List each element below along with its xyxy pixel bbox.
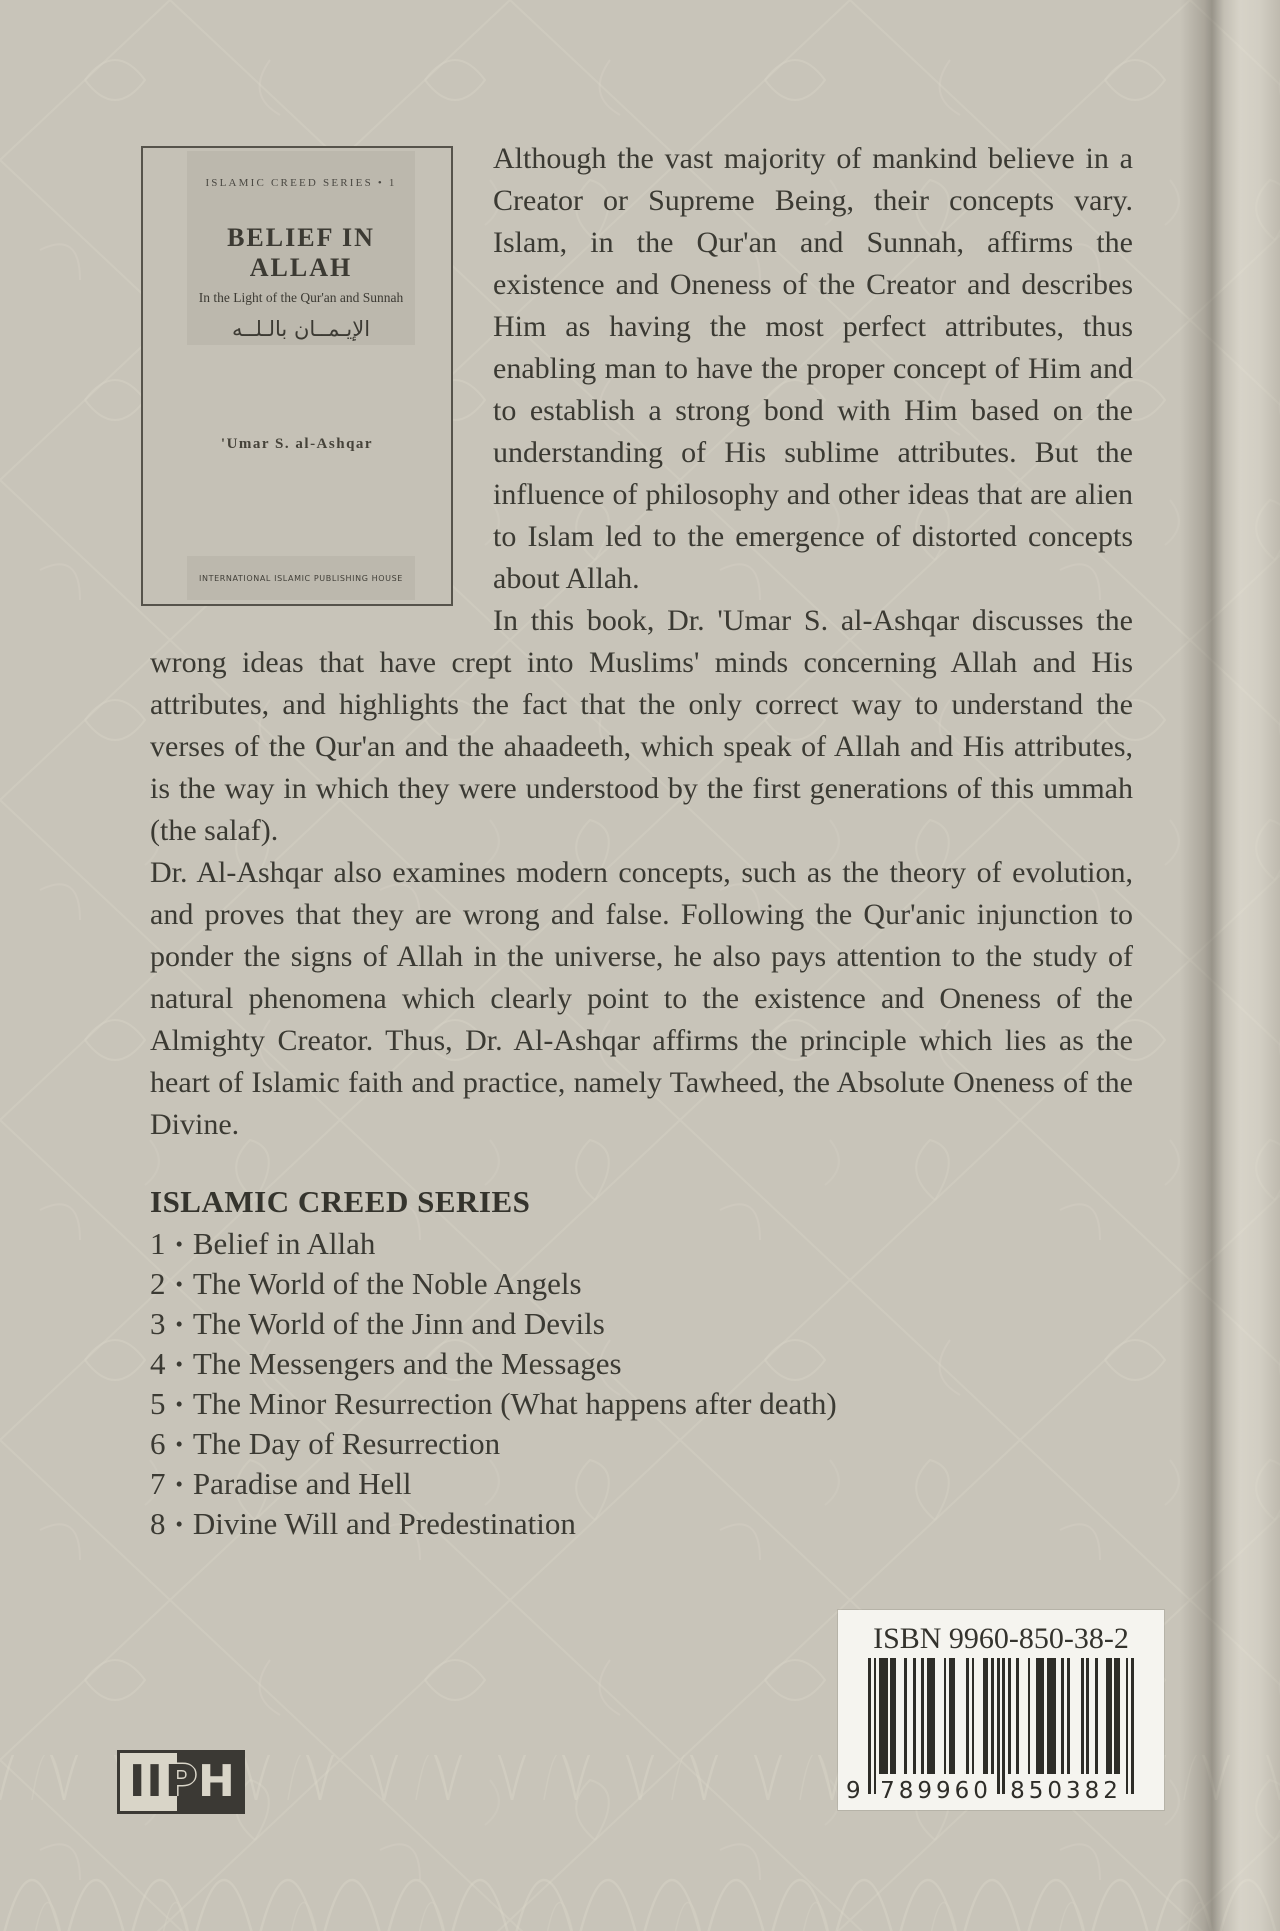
barcode-bar (1081, 1658, 1084, 1774)
series-item-8 (150, 1504, 1133, 1544)
cover-title-panel (187, 151, 415, 345)
front-cover-thumbnail (141, 146, 453, 606)
barcode-bar (1095, 1658, 1098, 1774)
cover-title-line1: BELIEF IN (227, 223, 375, 252)
series-item-5 (150, 1384, 1133, 1424)
barcode-bar (997, 1658, 1000, 1794)
blurb-paragraph-2: In this book, Dr. 'Umar S. al-Ashqar discusses the wrong ideas that have crept into Muslims' minds concerning Allah and His attributes, and highlights the fact that the only correct way to understand the verses of the Qur'an and the ahaadeeth, which speak of Allah and His attributes, is the way in which they were understood by the first generations of this ummah (the salaf). (150, 604, 1133, 847)
series-item-number: 4 (150, 1346, 166, 1381)
bullet-separator: • (175, 1512, 183, 1536)
blurb-paragraph-1: Although the vast majority of mankind believe in a Creator or Supreme Being, their concepts vary. Islam, in the Qur'an and Sunnah, affirms the existence and Oneness of the Creator and describes Him as having the most perfect attributes, thus enabling man to have the proper concept of Him and to establish a strong bond with Him based on the understanding of His sublime attributes. But the influence of philosophy and other ideas that are alien to Islam led to the emergence of distorted concepts about Allah. (493, 142, 1133, 595)
isbn-barcode-label (838, 1610, 1164, 1810)
series-item-number: 5 (150, 1386, 166, 1421)
series-item-title: Paradise and Hell (192, 1466, 412, 1501)
series-item-title: The Day of Resurrection (192, 1426, 501, 1461)
bullet-separator: • (175, 1232, 183, 1256)
bullet-separator: • (175, 1432, 183, 1456)
barcode-digit-group-1: 9 (846, 1778, 861, 1804)
barcode-bar (1131, 1658, 1134, 1794)
barcode-bar (1047, 1658, 1055, 1774)
content-area (150, 138, 1133, 1544)
cover-title-line2: ALLAH (249, 253, 353, 282)
series-item-number: 6 (150, 1426, 166, 1461)
bullet-separator: • (175, 1272, 183, 1296)
iiph-letter-p: P (164, 1756, 197, 1807)
series-item-number: 8 (150, 1506, 166, 1541)
series-item-6 (150, 1424, 1133, 1464)
barcode-bar (1028, 1658, 1031, 1774)
series-item-title: The Minor Resurrection (What happens after death) (192, 1386, 837, 1421)
series-item-title: The World of the Jinn and Devils (192, 1306, 605, 1341)
barcode-bar (1126, 1658, 1129, 1794)
barcode-bar (868, 1658, 871, 1794)
barcode-bar (1067, 1658, 1070, 1774)
cover-publisher-bar: INTERNATIONAL ISLAMIC PUBLISHING HOUSE (187, 556, 415, 600)
barcode-digit-group-3: 850382 (1010, 1778, 1122, 1804)
series-item-title: Belief in Allah (192, 1226, 376, 1261)
barcode-bar (1036, 1658, 1044, 1774)
bullet-separator: • (175, 1352, 183, 1376)
barcode-bar (904, 1658, 907, 1774)
series-list (150, 1180, 1133, 1544)
series-item-4 (150, 1344, 1133, 1384)
barcode-bars (846, 1658, 1134, 1808)
spine-groove (1180, 0, 1280, 1931)
bullet-separator: • (175, 1472, 183, 1496)
barcode-bar (874, 1658, 877, 1794)
series-item-title: The Messengers and the Messages (192, 1346, 622, 1381)
barcode-bar (991, 1658, 994, 1774)
cover-author: 'Umar S. al-Ashqar (220, 436, 374, 452)
isbn-number: ISBN 9960-850-38-2 (873, 1622, 1129, 1655)
barcode-bar (972, 1658, 975, 1774)
barcode-bar (1106, 1658, 1112, 1774)
iiph-letters-ii: II (129, 1756, 164, 1807)
series-item-number: 1 (150, 1226, 166, 1261)
barcode-bar (1086, 1658, 1089, 1774)
cover-series-line: ISLAMIC CREED SERIES • 1 (205, 177, 397, 189)
series-item-number: 3 (150, 1306, 166, 1341)
barcode-bar (1008, 1658, 1011, 1774)
series-item-title: The World of the Noble Angels (192, 1266, 582, 1301)
series-item-1 (150, 1224, 1133, 1264)
barcode-digit-group-2: 789960 (880, 1778, 992, 1804)
barcode-bar (966, 1658, 969, 1774)
cover-subtitle: In the Light of the Qur'an and Sunnah (198, 290, 404, 305)
series-item-7 (150, 1464, 1133, 1504)
iiph-logo-letters (120, 1753, 242, 1811)
barcode-bar (890, 1658, 896, 1774)
barcode-bar (921, 1658, 924, 1774)
barcode-bar (1016, 1658, 1019, 1774)
series-item-title: Divine Will and Predestination (192, 1506, 576, 1541)
series-heading: ISLAMIC CREED SERIES (150, 1184, 531, 1219)
barcode-bar (983, 1658, 989, 1774)
barcode-bar (913, 1658, 916, 1774)
iiph-logo (117, 1750, 245, 1814)
series-item-number: 7 (150, 1466, 166, 1501)
bullet-separator: • (175, 1312, 183, 1336)
barcode-bar (1061, 1658, 1064, 1774)
bullet-separator: • (175, 1392, 183, 1416)
series-item-2 (150, 1264, 1133, 1304)
iiph-letter-h: H (198, 1756, 235, 1807)
barcode-bar (1002, 1658, 1005, 1794)
barcode-bar (927, 1658, 935, 1774)
barcode-bar (1114, 1658, 1120, 1774)
cover-title (187, 223, 415, 283)
barcode-bar (944, 1658, 947, 1774)
series-item-number: 2 (150, 1266, 166, 1301)
cover-arabic-calligraphy: الإيـمــان بالـلــه (231, 317, 371, 341)
blurb-paragraph-3: Dr. Al-Ashqar also examines modern concepts, such as the theory of evolution, and proves that they are wrong and false. Following the Qur'anic injunction to ponder the signs of Allah in the universe, he also pays attention to the study of natural phenomena which clearly point to the existence and Oneness of the Almighty Creator. Thus, Dr. Al-Ashqar affirms the principle which lies as the heart of Islamic faith and practice, namely Tawheed, the Absolute Oneness of the Divine. (150, 856, 1133, 1141)
barcode-bar (949, 1658, 955, 1774)
barcode-bar (879, 1658, 887, 1774)
series-item-3 (150, 1304, 1133, 1344)
